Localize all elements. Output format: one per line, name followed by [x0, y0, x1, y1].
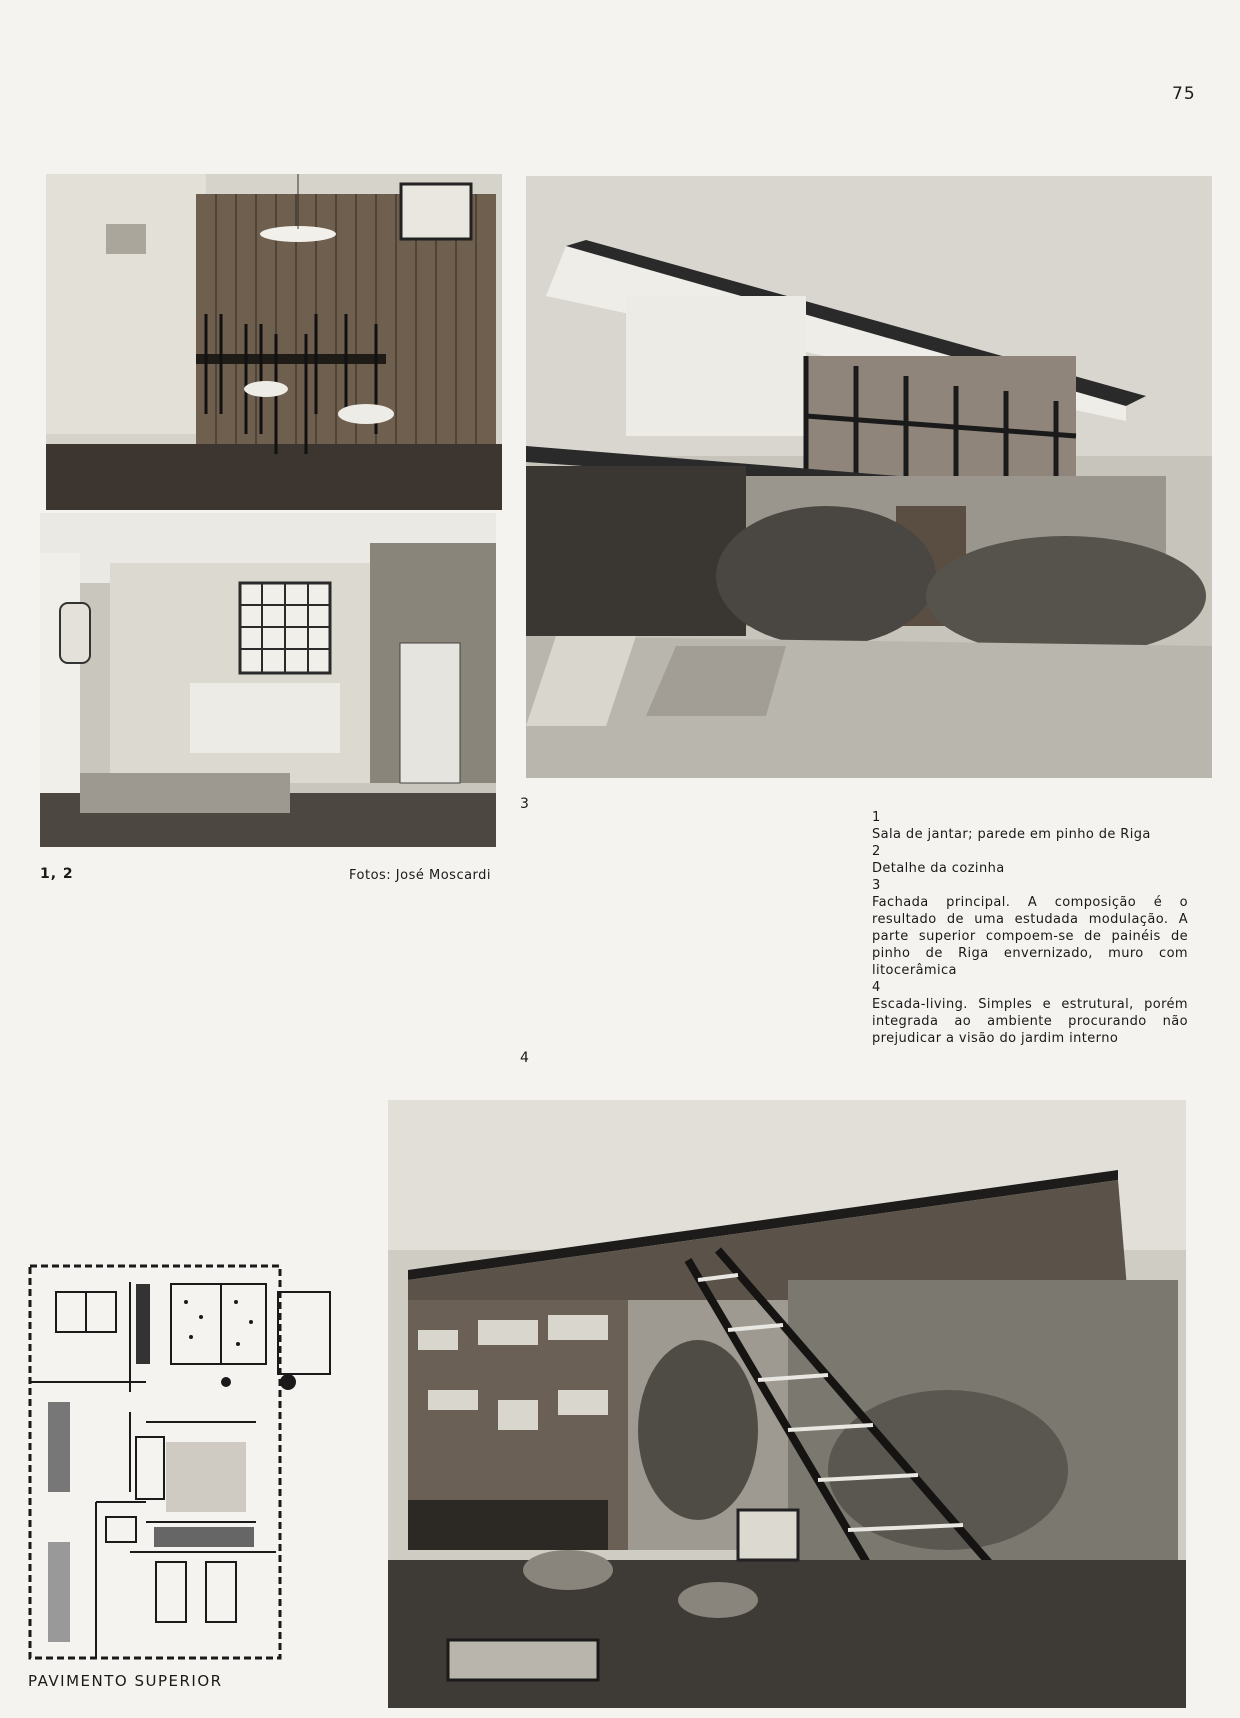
photo-kitchen: [40, 513, 496, 847]
page-number: 75: [1172, 84, 1196, 104]
caption-number-2: 2: [872, 844, 881, 859]
caption-text-2: Detalhe da cozinha: [872, 861, 1005, 876]
figure-label-3: 3: [520, 796, 530, 812]
photo-credit: Fotos: José Moscardi: [349, 868, 492, 883]
caption-text-3: Fachada principal. A composição é o resultado de uma estudada modulação. A parte superior compoem-se de painéis de pinho de Riga envernizado, muro com litocerâmica: [872, 895, 1188, 978]
caption-text-1: Sala de jantar; parede em pinho de Riga: [872, 827, 1151, 842]
caption-text-4: Escada-living. Simples e estrutural, porém integrada ao ambiente procurando não prejudicar a visão do jardim interno: [872, 997, 1188, 1046]
figure-label-1-2: 1, 2: [40, 866, 74, 882]
captions-block: [872, 809, 1188, 1047]
caption-number-3: 3: [872, 878, 881, 893]
caption-number-1: 1: [872, 810, 881, 825]
floor-plan-drawing: [26, 1262, 342, 1662]
figure-label-4: 4: [520, 1050, 530, 1066]
caption-number-4: 4: [872, 980, 881, 995]
photo-dining-room: [46, 174, 502, 510]
photo-facade: [526, 176, 1212, 778]
photo-staircase-living: [388, 1100, 1186, 1708]
floor-plan-title: PAVIMENTO SUPERIOR: [28, 1672, 223, 1690]
